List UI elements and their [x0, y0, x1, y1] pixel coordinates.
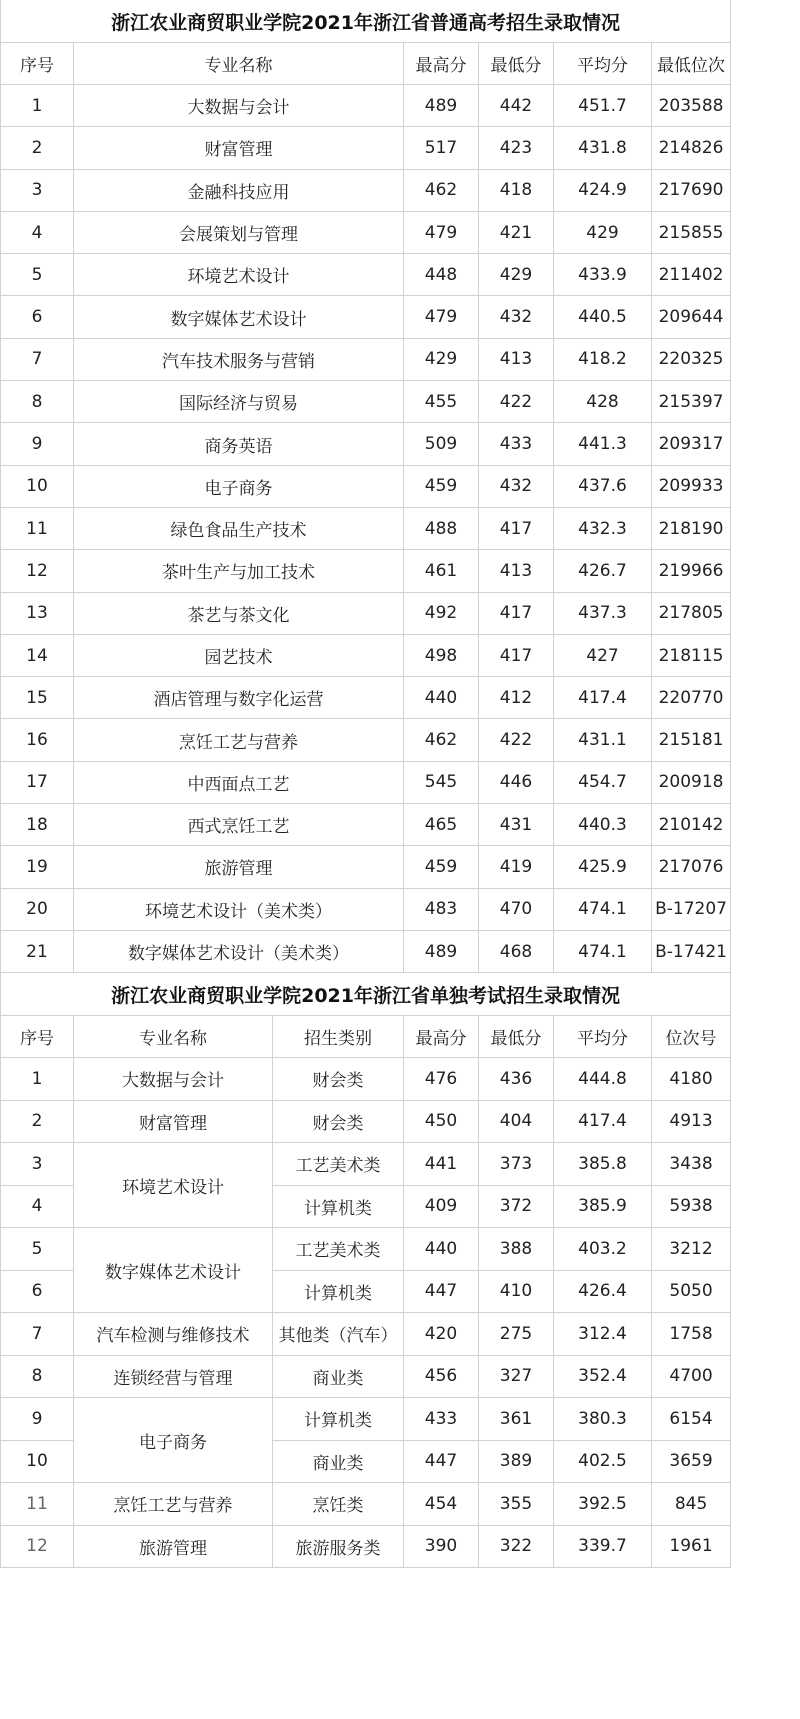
- row-number: 20: [1, 888, 74, 930]
- row-number: 4: [1, 1185, 74, 1228]
- rank: 5938: [652, 1185, 731, 1228]
- avg-score: 417.4: [554, 1100, 652, 1143]
- row-number: 6: [1, 296, 74, 338]
- major-name: 会展策划与管理: [74, 211, 404, 253]
- min-score: 423: [479, 127, 554, 169]
- min-rank: 218115: [652, 634, 731, 676]
- category: 旅游服务类: [273, 1525, 404, 1568]
- header-cell: 平均分: [554, 43, 652, 85]
- min-score: 322: [479, 1525, 554, 1568]
- major-name: 汽车检测与维修技术: [74, 1313, 273, 1356]
- max-score: 476: [404, 1058, 479, 1101]
- rank: 845: [652, 1483, 731, 1526]
- table-row: [1, 1228, 731, 1271]
- min-rank: 209644: [652, 296, 731, 338]
- min-rank: 203588: [652, 85, 731, 127]
- min-score: 373: [479, 1143, 554, 1186]
- avg-score: 440.3: [554, 804, 652, 846]
- major-name: 茶艺与茶文化: [74, 592, 404, 634]
- max-score: 429: [404, 338, 479, 380]
- max-score: 456: [404, 1355, 479, 1398]
- table-row: [1, 1398, 731, 1441]
- major-name: 电子商务: [74, 1398, 273, 1483]
- table-header-row: [1, 43, 731, 85]
- row-number: 8: [1, 1355, 74, 1398]
- avg-score: 418.2: [554, 338, 652, 380]
- row-number: 10: [1, 465, 74, 507]
- max-score: 479: [404, 296, 479, 338]
- row-number: 1: [1, 85, 74, 127]
- table1-title: 浙江农业商贸职业学院2021年浙江省普通高考招生录取情况: [1, 0, 731, 43]
- min-rank: 211402: [652, 254, 731, 296]
- table-title-row: [1, 0, 731, 43]
- min-score: 432: [479, 465, 554, 507]
- row-number: 3: [1, 1143, 74, 1186]
- rank: 6154: [652, 1398, 731, 1441]
- max-score: 517: [404, 127, 479, 169]
- min-rank: 219966: [652, 550, 731, 592]
- max-score: 462: [404, 719, 479, 761]
- row-number: 11: [1, 507, 74, 549]
- min-score: 419: [479, 846, 554, 888]
- min-score: 361: [479, 1398, 554, 1441]
- row-number: 16: [1, 719, 74, 761]
- major-name: 数字媒体艺术设计: [74, 1228, 273, 1313]
- table-row: [1, 1058, 731, 1101]
- min-score: 429: [479, 254, 554, 296]
- min-score: 327: [479, 1355, 554, 1398]
- major-name: 园艺技术: [74, 634, 404, 676]
- row-number: 2: [1, 127, 74, 169]
- row-number: 19: [1, 846, 74, 888]
- avg-score: 451.7: [554, 85, 652, 127]
- max-score: 459: [404, 846, 479, 888]
- row-number: 4: [1, 211, 74, 253]
- table-row: [1, 804, 731, 846]
- avg-score: 380.3: [554, 1398, 652, 1441]
- avg-score: 417.4: [554, 677, 652, 719]
- header-cell: 最低分: [479, 43, 554, 85]
- max-score: 447: [404, 1440, 479, 1483]
- row-number: 6: [1, 1270, 74, 1313]
- table-row: [1, 127, 731, 169]
- min-score: 388: [479, 1228, 554, 1271]
- min-score: 404: [479, 1100, 554, 1143]
- table-row: [1, 1483, 731, 1526]
- header-cell: 最高分: [404, 1016, 479, 1058]
- category: 工艺美术类: [273, 1228, 404, 1271]
- min-rank: 217690: [652, 169, 731, 211]
- table-row: [1, 465, 731, 507]
- avg-score: 431.8: [554, 127, 652, 169]
- rank: 3212: [652, 1228, 731, 1271]
- row-number: 7: [1, 1313, 74, 1356]
- major-name: 电子商务: [74, 465, 404, 507]
- category: 财会类: [273, 1100, 404, 1143]
- major-name: 环境艺术设计: [74, 1143, 273, 1228]
- category: 计算机类: [273, 1270, 404, 1313]
- table-row: [1, 507, 731, 549]
- max-score: 488: [404, 507, 479, 549]
- max-score: 509: [404, 423, 479, 465]
- table-row: [1, 761, 731, 803]
- max-score: 441: [404, 1143, 479, 1186]
- table-row: [1, 169, 731, 211]
- major-name: 大数据与会计: [74, 1058, 273, 1101]
- major-name: 烹饪工艺与营养: [74, 1483, 273, 1526]
- max-score: 498: [404, 634, 479, 676]
- header-cell: 最高分: [404, 43, 479, 85]
- major-name: 数字媒体艺术设计（美术类）: [74, 930, 404, 972]
- row-number: 8: [1, 381, 74, 423]
- table-row: [1, 677, 731, 719]
- rank: 4700: [652, 1355, 731, 1398]
- avg-score: 312.4: [554, 1313, 652, 1356]
- avg-score: 428: [554, 381, 652, 423]
- max-score: 489: [404, 85, 479, 127]
- header-cell: 专业名称: [74, 1016, 273, 1058]
- min-rank: B-17207: [652, 888, 731, 930]
- max-score: 459: [404, 465, 479, 507]
- header-cell: 专业名称: [74, 43, 404, 85]
- max-score: 545: [404, 761, 479, 803]
- table-row: [1, 1313, 731, 1356]
- row-number: 1: [1, 1058, 74, 1101]
- avg-score: 385.9: [554, 1185, 652, 1228]
- category: 商业类: [273, 1440, 404, 1483]
- header-cell: 最低位次: [652, 43, 731, 85]
- category: 工艺美术类: [273, 1143, 404, 1186]
- avg-score: 440.5: [554, 296, 652, 338]
- row-number: 17: [1, 761, 74, 803]
- table-row: [1, 719, 731, 761]
- table-row: [1, 381, 731, 423]
- category: 财会类: [273, 1058, 404, 1101]
- header-cell: 位次号: [652, 1016, 731, 1058]
- max-score: 390: [404, 1525, 479, 1568]
- min-score: 432: [479, 296, 554, 338]
- min-rank: 200918: [652, 761, 731, 803]
- row-number: 9: [1, 423, 74, 465]
- min-score: 372: [479, 1185, 554, 1228]
- min-score: 422: [479, 381, 554, 423]
- avg-score: 474.1: [554, 888, 652, 930]
- header-cell: 序号: [1, 1016, 74, 1058]
- min-rank: 215397: [652, 381, 731, 423]
- table-row: [1, 1143, 731, 1186]
- major-name: 连锁经营与管理: [74, 1355, 273, 1398]
- category: 其他类（汽车）: [273, 1313, 404, 1356]
- table-row: [1, 930, 731, 972]
- avg-score: 429: [554, 211, 652, 253]
- avg-score: 392.5: [554, 1483, 652, 1526]
- min-rank: 209317: [652, 423, 731, 465]
- avg-score: 427: [554, 634, 652, 676]
- avg-score: 437.6: [554, 465, 652, 507]
- avg-score: 426.4: [554, 1270, 652, 1313]
- table-row: [1, 1100, 731, 1143]
- max-score: 450: [404, 1100, 479, 1143]
- table-row: [1, 592, 731, 634]
- table-row: [1, 85, 731, 127]
- table-row: [1, 211, 731, 253]
- min-rank: 217805: [652, 592, 731, 634]
- avg-score: 339.7: [554, 1525, 652, 1568]
- min-score: 413: [479, 338, 554, 380]
- row-number: 13: [1, 592, 74, 634]
- table-title-row: [1, 973, 731, 1016]
- major-name: 茶叶生产与加工技术: [74, 550, 404, 592]
- min-rank: 209933: [652, 465, 731, 507]
- min-score: 410: [479, 1270, 554, 1313]
- min-score: 417: [479, 592, 554, 634]
- min-score: 413: [479, 550, 554, 592]
- table-header-row: [1, 1016, 731, 1058]
- rank: 1758: [652, 1313, 731, 1356]
- rank: 1961: [652, 1525, 731, 1568]
- avg-score: 432.3: [554, 507, 652, 549]
- major-name: 旅游管理: [74, 846, 404, 888]
- header-cell: 序号: [1, 43, 74, 85]
- max-score: 409: [404, 1185, 479, 1228]
- min-score: 470: [479, 888, 554, 930]
- min-score: 422: [479, 719, 554, 761]
- avg-score: 431.1: [554, 719, 652, 761]
- major-name: 数字媒体艺术设计: [74, 296, 404, 338]
- max-score: 462: [404, 169, 479, 211]
- table-row: [1, 846, 731, 888]
- row-number: 10: [1, 1440, 74, 1483]
- row-number: 11: [1, 1483, 74, 1526]
- avg-score: 474.1: [554, 930, 652, 972]
- min-rank: 215181: [652, 719, 731, 761]
- major-name: 汽车技术服务与营销: [74, 338, 404, 380]
- rank: 3438: [652, 1143, 731, 1186]
- major-name: 中西面点工艺: [74, 761, 404, 803]
- major-name: 财富管理: [74, 127, 404, 169]
- avg-score: 352.4: [554, 1355, 652, 1398]
- avg-score: 424.9: [554, 169, 652, 211]
- avg-score: 437.3: [554, 592, 652, 634]
- row-number: 14: [1, 634, 74, 676]
- table-row: [1, 888, 731, 930]
- min-score: 446: [479, 761, 554, 803]
- major-name: 财富管理: [74, 1100, 273, 1143]
- table-row: [1, 1525, 731, 1568]
- major-name: 酒店管理与数字化运营: [74, 677, 404, 719]
- category: 商业类: [273, 1355, 404, 1398]
- major-name: 大数据与会计: [74, 85, 404, 127]
- min-score: 436: [479, 1058, 554, 1101]
- rank: 3659: [652, 1440, 731, 1483]
- major-name: 西式烹饪工艺: [74, 804, 404, 846]
- min-score: 389: [479, 1440, 554, 1483]
- max-score: 447: [404, 1270, 479, 1313]
- row-number: 12: [1, 550, 74, 592]
- category: 计算机类: [273, 1398, 404, 1441]
- row-number: 7: [1, 338, 74, 380]
- major-name: 环境艺术设计: [74, 254, 404, 296]
- table-row: [1, 254, 731, 296]
- major-name: 旅游管理: [74, 1525, 273, 1568]
- min-score: 412: [479, 677, 554, 719]
- min-score: 433: [479, 423, 554, 465]
- max-score: 440: [404, 677, 479, 719]
- min-rank: 214826: [652, 127, 731, 169]
- min-rank: 215855: [652, 211, 731, 253]
- max-score: 489: [404, 930, 479, 972]
- row-number: 5: [1, 1228, 74, 1271]
- major-name: 烹饪工艺与营养: [74, 719, 404, 761]
- max-score: 420: [404, 1313, 479, 1356]
- rank: 4180: [652, 1058, 731, 1101]
- avg-score: 403.2: [554, 1228, 652, 1271]
- major-name: 商务英语: [74, 423, 404, 465]
- max-score: 433: [404, 1398, 479, 1441]
- table-row: [1, 423, 731, 465]
- max-score: 483: [404, 888, 479, 930]
- row-number: 15: [1, 677, 74, 719]
- avg-score: 385.8: [554, 1143, 652, 1186]
- avg-score: 444.8: [554, 1058, 652, 1101]
- table-row: [1, 338, 731, 380]
- table2-title: 浙江农业商贸职业学院2021年浙江省单独考试招生录取情况: [1, 973, 731, 1016]
- min-rank: 210142: [652, 804, 731, 846]
- min-score: 417: [479, 507, 554, 549]
- table-row: [1, 550, 731, 592]
- avg-score: 402.5: [554, 1440, 652, 1483]
- min-score: 418: [479, 169, 554, 211]
- min-rank: 220770: [652, 677, 731, 719]
- avg-score: 425.9: [554, 846, 652, 888]
- avg-score: 426.7: [554, 550, 652, 592]
- rank: 5050: [652, 1270, 731, 1313]
- major-name: 环境艺术设计（美术类）: [74, 888, 404, 930]
- row-number: 5: [1, 254, 74, 296]
- max-score: 455: [404, 381, 479, 423]
- min-score: 421: [479, 211, 554, 253]
- avg-score: 454.7: [554, 761, 652, 803]
- min-rank: 217076: [652, 846, 731, 888]
- max-score: 461: [404, 550, 479, 592]
- min-rank: B-17421: [652, 930, 731, 972]
- max-score: 492: [404, 592, 479, 634]
- max-score: 440: [404, 1228, 479, 1271]
- avg-score: 433.9: [554, 254, 652, 296]
- min-score: 442: [479, 85, 554, 127]
- max-score: 448: [404, 254, 479, 296]
- category: 烹饪类: [273, 1483, 404, 1526]
- min-rank: 218190: [652, 507, 731, 549]
- single-exam-table: [0, 973, 731, 1568]
- rank: 4913: [652, 1100, 731, 1143]
- table-row: [1, 296, 731, 338]
- major-name: 国际经济与贸易: [74, 381, 404, 423]
- max-score: 479: [404, 211, 479, 253]
- min-rank: 220325: [652, 338, 731, 380]
- header-cell: 最低分: [479, 1016, 554, 1058]
- major-name: 金融科技应用: [74, 169, 404, 211]
- min-score: 275: [479, 1313, 554, 1356]
- max-score: 465: [404, 804, 479, 846]
- category: 计算机类: [273, 1185, 404, 1228]
- row-number: 18: [1, 804, 74, 846]
- header-cell: 平均分: [554, 1016, 652, 1058]
- header-cell: 招生类别: [273, 1016, 404, 1058]
- table-row: [1, 634, 731, 676]
- row-number: 3: [1, 169, 74, 211]
- major-name: 绿色食品生产技术: [74, 507, 404, 549]
- max-score: 454: [404, 1483, 479, 1526]
- table-row: [1, 1355, 731, 1398]
- avg-score: 441.3: [554, 423, 652, 465]
- row-number: 21: [1, 930, 74, 972]
- row-number: 2: [1, 1100, 74, 1143]
- min-score: 468: [479, 930, 554, 972]
- min-score: 431: [479, 804, 554, 846]
- min-score: 417: [479, 634, 554, 676]
- row-number: 9: [1, 1398, 74, 1441]
- row-number: 12: [1, 1525, 74, 1568]
- min-score: 355: [479, 1483, 554, 1526]
